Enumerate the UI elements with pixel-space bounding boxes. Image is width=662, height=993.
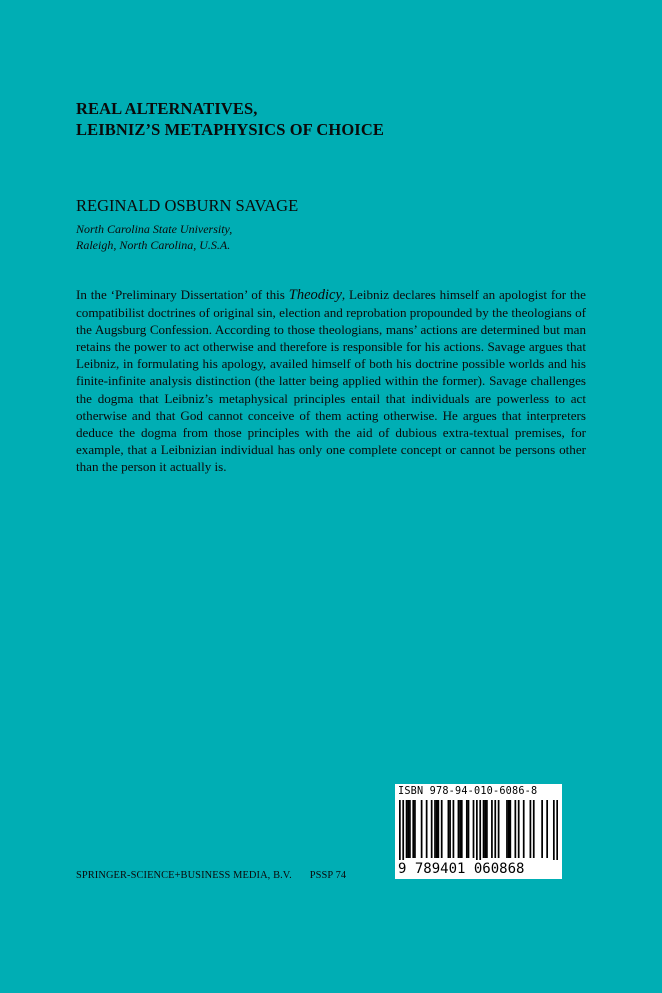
barcode-bar — [461, 800, 463, 858]
author-affiliation — [76, 221, 232, 253]
isbn-barcode — [395, 784, 562, 879]
barcode-bar — [494, 800, 496, 858]
affiliation-line-2: Raleigh, North Carolina, U.S.A. — [76, 238, 231, 252]
barcode-bar — [436, 800, 438, 858]
barcode-bar — [518, 800, 520, 858]
barcode-bar — [473, 800, 475, 858]
barcode-bar — [453, 800, 455, 858]
publisher-name: SPRINGER-SCIENCE+BUSINESS MEDIA, B.V. — [76, 870, 292, 881]
barcode-bar — [399, 800, 401, 860]
barcode-bar — [437, 800, 439, 858]
isbn-label: ISBN 978-94-010-6086-8 — [398, 786, 538, 797]
barcode-bar — [553, 800, 555, 860]
barcode-bar — [541, 800, 543, 858]
barcode-bar — [466, 800, 468, 858]
barcode-bar — [484, 800, 486, 858]
barcode-bar — [412, 800, 414, 858]
description-text-2: , Leibniz declares himself an apologist for the compatibilist doctrines of original sin, election and reprobation propounded by the theologians of the Augsburg Confession. According to those theologians, mans’ actions are determined but man retains the power to act otherwise and therefore is responsible for his actions. Savage argues that Leibniz, in formulating his apology, availed himself of both his doctrine possible worlds and his finite-infinite analysis distinction (the latter being applied within the former). Savage challenges the dogma that Leibniz’s metaphysical principles entail that individuals are powerless to act otherwise and that God cannot conceive of them acting otherwise. He argues that interpreters deduce the dogma from those principles with the aid of dubious extra-textual premises, for example, that a Leibnizian individual has only one complete concept or cannot be persons other than the person it actually is. — [76, 287, 586, 474]
barcode-bar — [441, 800, 443, 858]
book-title-line-2: LEIBNIZ’S METAPHYSICS OF CHOICE — [76, 120, 384, 139]
barcode-bar — [514, 800, 516, 858]
barcode-bar — [498, 800, 500, 858]
barcode-bar — [414, 800, 416, 858]
barcode-bar — [506, 800, 508, 858]
barcode-bar — [426, 800, 428, 858]
barcode-bar — [508, 800, 510, 858]
barcode-bar — [491, 800, 493, 858]
barcode-bar — [556, 800, 558, 860]
ean-digits: 9 789401 060868 — [398, 861, 525, 877]
barcode-bar — [483, 800, 485, 858]
barcode-bar — [468, 800, 470, 858]
barcode-bar — [486, 800, 488, 858]
barcode-bar — [530, 800, 532, 858]
series-number: PSSP 74 — [309, 870, 347, 881]
publisher-line — [76, 869, 346, 883]
barcode-bar — [523, 800, 525, 858]
book-description — [76, 286, 586, 475]
barcode-bar — [449, 800, 451, 858]
description-work-title: Theodicy — [288, 287, 342, 303]
barcode-bar — [476, 800, 478, 860]
barcode-bar — [407, 800, 409, 858]
barcode-bar — [546, 800, 548, 858]
barcode-bar — [479, 800, 481, 860]
barcode-bar — [431, 800, 433, 858]
description-text-1: In the ‘Preliminary Dissertation’ of this — [76, 287, 289, 302]
barcode-bar — [402, 800, 404, 860]
author-name: REGINALD OSBURN SAVAGE — [76, 196, 299, 215]
barcode-bar — [421, 800, 423, 858]
barcode-bar — [409, 800, 411, 858]
barcode-bar — [406, 800, 408, 858]
barcode-bar — [533, 800, 535, 858]
barcode-bar — [509, 800, 511, 858]
barcode-bars — [399, 800, 558, 860]
barcode-bar — [458, 800, 460, 858]
barcode-bar — [448, 800, 450, 858]
barcode-bar — [434, 800, 436, 858]
barcode-bar — [459, 800, 461, 858]
book-title — [76, 98, 596, 140]
affiliation-line-1: North Carolina State University, — [76, 222, 233, 236]
book-title-line-1: REAL ALTERNATIVES, — [76, 99, 258, 118]
